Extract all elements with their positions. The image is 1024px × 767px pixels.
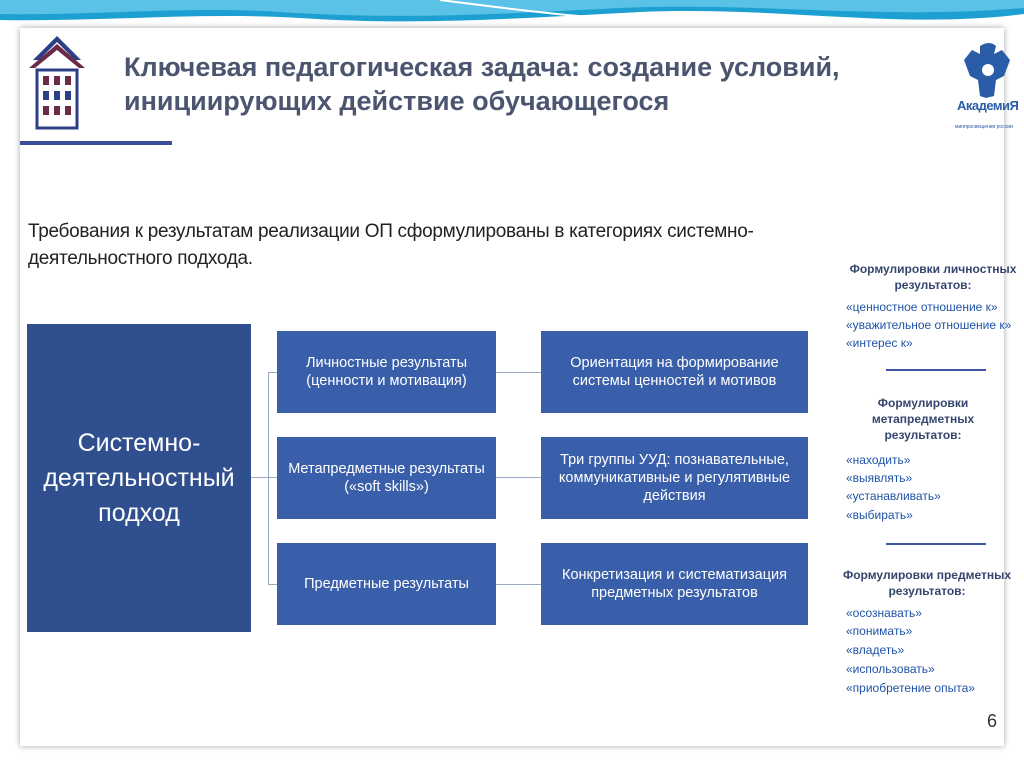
subject-results-box: Предметные результаты xyxy=(277,543,496,625)
building-logo-icon xyxy=(27,30,87,130)
subject-formulations-heading: Формулировки предметных результатов: xyxy=(842,568,1012,598)
intro-text: Требования к результатам реализации ОП сформулированы в категориях системно-деятельностного подхода. xyxy=(28,221,754,269)
academy-logo-subtext: минпросвещения россии xyxy=(955,124,1013,130)
connector-branch-3 xyxy=(268,584,277,585)
subject-concretization-box: Конкретизация и систематизация предметных результатов xyxy=(541,543,808,625)
personal-item: «уважительное отношение к» xyxy=(846,318,1012,332)
values-orientation-box: Ориентация на формирование системы ценностей и мотивов xyxy=(541,331,808,413)
connector-main xyxy=(251,477,269,478)
personal-results-box: Личностные результаты (ценности и мотивация) xyxy=(277,331,496,413)
uud-groups-box: Три группы УУД: познавательные, коммуникативные и регулятивные действия xyxy=(541,437,808,519)
subject-item: «владеть» xyxy=(846,643,905,657)
academy-logo-text: АкадемиЯ xyxy=(957,98,1019,113)
connector-branch-2 xyxy=(268,477,277,478)
meta-formulations-heading: Формулировки метапредметных результатов: xyxy=(871,396,975,442)
top-wave-decoration xyxy=(0,0,1024,28)
approach-box: Системно-деятельностный подход xyxy=(27,324,251,632)
metasubject-results-box: Метапредметные результаты («soft skills») xyxy=(277,437,496,519)
connector-row-1 xyxy=(496,372,541,373)
connector-row-2 xyxy=(496,477,541,478)
sidebar-separator xyxy=(886,543,986,545)
subject-item: «понимать» xyxy=(846,624,913,638)
sidebar-separator xyxy=(886,369,986,371)
meta-item: «выбирать» xyxy=(846,508,913,522)
subject-item: «приобретение опыта» xyxy=(846,681,975,695)
subject-item: «осознавать» xyxy=(846,606,922,620)
slide-title: Ключевая педагогическая задача: создание условий, инициирующих действие обучающегося xyxy=(124,52,840,116)
page-number: 6 xyxy=(987,711,998,731)
meta-item: «устанавливать» xyxy=(846,489,941,503)
personal-item: «ценностное отношение к» xyxy=(846,300,998,314)
connector-row-3 xyxy=(496,584,541,585)
connector-vertical xyxy=(268,372,269,584)
meta-item: «находить» xyxy=(846,453,911,467)
title-underline xyxy=(20,141,172,145)
meta-item: «выявлять» xyxy=(846,471,913,485)
subject-item: «использовать» xyxy=(846,662,935,676)
personal-item: «интерес к» xyxy=(846,336,913,350)
connector-branch-1 xyxy=(268,372,277,373)
personal-formulations-heading: Формулировки личностных результатов: xyxy=(849,262,1017,292)
